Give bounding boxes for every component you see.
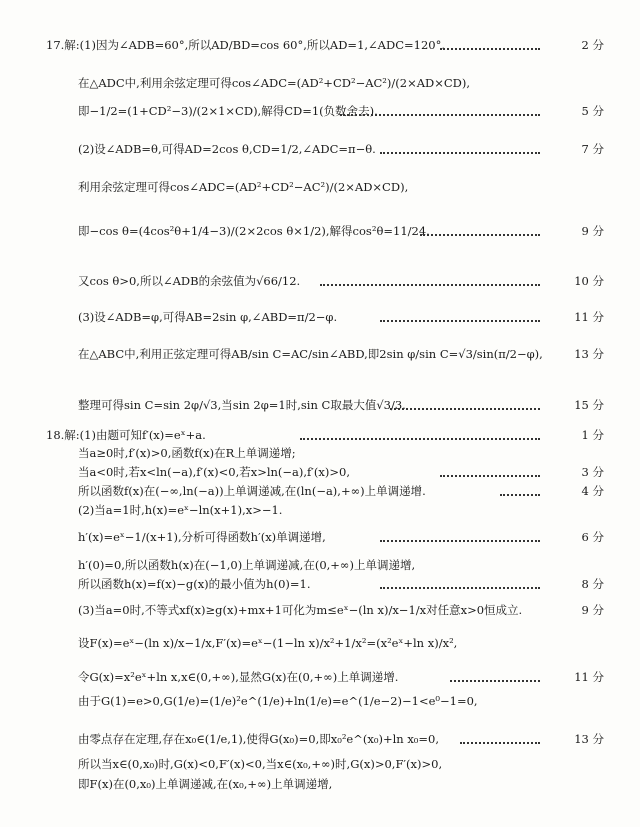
line-13: 当a<0时,若x<ln(−a),f′(x)<0,若x>ln(−a),f′(x)>0, <box>78 465 350 479</box>
score-label: 10 分 <box>574 274 604 288</box>
line-10: 整理可得sin C=sin 2φ/√3,当sin 2φ=1时,sin C取最大值√3/3. <box>78 398 406 412</box>
score-label: 13 分 <box>574 347 604 361</box>
score-label: 8 分 <box>581 577 604 591</box>
line-15: (2)当a=1时,h(x)=eˣ−ln(x+1),x>−1. <box>78 503 283 517</box>
score-label: 1 分 <box>581 428 604 442</box>
leader-dots <box>460 742 540 744</box>
score-label: 11 分 <box>574 670 604 684</box>
line-20: 设F(x)=eˣ−(ln x)/x−1/x,F′(x)=eˣ−(1−ln x)/x²+1/x²=(x²eˣ+ln x)/x², <box>78 636 458 650</box>
line-1: 17.解:(1)因为∠ADB=60°,所以AD/BD=cos 60°,所以AD=1,∠ADC=120°. <box>46 38 445 52</box>
line-22: 由于G(1)=e>0,G(1/e)=(1/e)²e^(1/e)+ln(1/e)=e^(1/e−2)−1<e⁰−1=0, <box>78 694 478 708</box>
line-19: (3)当a=0时,不等式xf(x)≥g(x)+mx+1可化为m≤eˣ−(ln x)/x−1/x对任意x>0恒成立. <box>78 603 523 617</box>
leader-dots <box>340 114 540 116</box>
score-label: 9 分 <box>581 224 604 238</box>
line-17: h′(0)=0,所以函数h(x)在(−1,0)上单调递减,在(0,+∞)上单调递增, <box>78 558 416 572</box>
leader-dots <box>440 48 540 50</box>
leader-dots <box>380 152 540 154</box>
line-6: 即−cos θ=(4cos²θ+1/4−3)/(2×2cos θ×1/2),解得cos²θ=11/24. <box>78 224 430 238</box>
line-4: (2)设∠ADB=θ,可得AD=2cos θ,CD=1/2,∠ADC=π−θ. <box>78 142 376 156</box>
leader-dots <box>500 494 540 496</box>
line-9: 在△ABC中,利用正弦定理可得AB/sin C=AC/sin∠ABD,即2sin φ/sin C=√3/sin(π/2−φ), <box>78 347 543 361</box>
leader-dots <box>320 284 540 286</box>
score-label: 5 分 <box>581 104 604 118</box>
leader-dots <box>440 475 540 477</box>
leader-dots <box>450 680 540 682</box>
score-label: 11 分 <box>574 310 604 324</box>
score-label: 13 分 <box>574 732 604 746</box>
line-23: 由零点存在定理,存在x₀∈(1/e,1),使得G(x₀)=0,即x₀²e^(x₀)+ln x₀=0, <box>78 732 440 746</box>
leader-dots <box>380 540 540 542</box>
score-label: 6 分 <box>581 530 604 544</box>
score-label: 4 分 <box>581 484 604 498</box>
leader-dots <box>300 438 540 440</box>
line-7: 又cos θ>0,所以∠ADB的余弦值为√66/12. <box>78 274 301 288</box>
line-11: 18.解:(1)由题可知f′(x)=eˣ+a. <box>46 428 206 442</box>
line-3: 即−1/2=(1+CD²−3)/(2×1×CD),解得CD=1(负数舍去). <box>78 104 378 118</box>
leader-dots <box>380 587 540 589</box>
line-14: 所以函数f(x)在(−∞,ln(−a))上单调递减,在(ln(−a),+∞)上单调递增. <box>78 484 426 498</box>
score-label: 7 分 <box>581 142 604 156</box>
line-21: 令G(x)=x²eˣ+ln x,x∈(0,+∞),显然G(x)在(0,+∞)上单调递增. <box>78 670 399 684</box>
score-label: 3 分 <box>581 465 604 479</box>
line-24: 所以当x∈(0,x₀)时,G(x)<0,F′(x)<0,当x∈(x₀,+∞)时,G(x)>0,F′(x)>0, <box>78 757 443 771</box>
line-5: 利用余弦定理可得cos∠ADC=(AD²+CD²−AC²)/(2×AD×CD), <box>78 180 409 194</box>
score-label: 15 分 <box>574 398 604 412</box>
line-8: (3)设∠ADB=φ,可得AB=2sin φ,∠ABD=π/2−φ. <box>78 310 338 324</box>
line-16: h′(x)=eˣ−1/(x+1),分析可得函数h′(x)单调递增, <box>78 530 326 544</box>
leader-dots <box>420 234 540 236</box>
leader-dots <box>380 320 540 322</box>
score-label: 9 分 <box>581 603 604 617</box>
line-2: 在△ADC中,利用余弦定理可得cos∠ADC=(AD²+CD²−AC²)/(2×AD×CD), <box>78 76 471 90</box>
line-25: 即F(x)在(0,x₀)上单调递减,在(x₀,+∞)上单调递增, <box>78 777 333 791</box>
score-label: 2 分 <box>581 38 604 52</box>
line-12: 当a≥0时,f′(x)>0,函数f(x)在R上单调递增; <box>78 446 296 460</box>
leader-dots <box>390 408 540 410</box>
line-18: 所以函数h(x)=f(x)−g(x)的最小值为h(0)=1. <box>78 577 311 591</box>
